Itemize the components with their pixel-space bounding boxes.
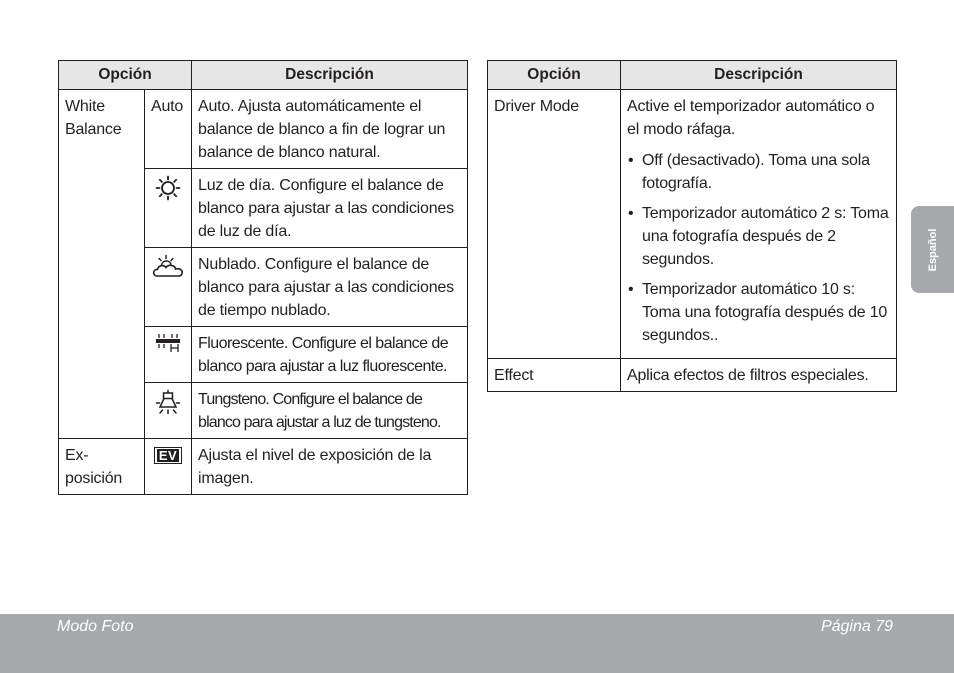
driver-mode-intro: Active el temporizador automático o el modo ráfaga. [627, 98, 875, 138]
sun-icon [155, 175, 181, 201]
effect-description: Aplica efectos de filtros especiales. [621, 359, 897, 392]
driver-mode-list [627, 149, 890, 347]
option-driver-mode: Driver Mode [488, 90, 621, 359]
option-white-balance: White Balance [59, 90, 145, 439]
drive-mode-table [487, 60, 897, 392]
cloudy-icon-cell [145, 248, 192, 327]
auto-description: Auto. Ajusta automáticamente el balance de blanco a fin de lograr un balance de blanco natural. [192, 90, 468, 169]
cloudy-description: Nublado. Configure el balance de blanco para ajustar a las condiciones de tiempo nublado. [192, 248, 468, 327]
list-item: • Off (desactivado). Toma una sola fotografía. [627, 149, 890, 195]
header-option: Opción [59, 61, 192, 90]
list-item: • Temporizador automático 2 s: Toma una fotografía después de 2 segundos. [627, 202, 890, 271]
header-description: Descripción [192, 61, 468, 90]
language-tab-label: Español [926, 228, 939, 271]
fluorescent-description: Fluorescente. Configure el balance de blanco para ajustar a luz fluorescente. [192, 327, 468, 383]
tungsten-icon-cell [145, 383, 192, 439]
exposure-description: Ajusta el nivel de exposición de la imagen. [192, 439, 468, 495]
fluorescent-icon [155, 333, 181, 353]
tungsten-description: Tungsteno. Configure el balance de blanco para ajustar a luz de tungsteno. [192, 383, 468, 439]
daylight-description: Luz de día. Configure el balance de blanco para ajustar a las condiciones de luz de día. [192, 169, 468, 248]
header-description: Descripción [621, 61, 897, 90]
auto-label: Auto [145, 90, 192, 169]
driver-mode-description [621, 90, 897, 359]
ev-icon-cell [145, 439, 192, 495]
footer-section-title: Modo Foto [57, 618, 134, 635]
footer-page-number: Página 79 [820, 618, 893, 635]
footer [0, 614, 954, 673]
tungsten-icon [155, 389, 181, 415]
white-balance-table [58, 60, 468, 495]
sun-icon-cell [145, 169, 192, 248]
language-tab [911, 206, 954, 293]
option-exposure: Ex-posición [59, 439, 145, 495]
list-item: • Temporizador automático 10 s: Toma una fotografía después de 10 segundos.. [627, 278, 890, 347]
header-option: Opción [488, 61, 621, 90]
fluorescent-icon-cell [145, 327, 192, 383]
option-effect: Effect [488, 359, 621, 392]
cloudy-icon [151, 254, 185, 280]
ev-icon: EV [154, 447, 182, 464]
